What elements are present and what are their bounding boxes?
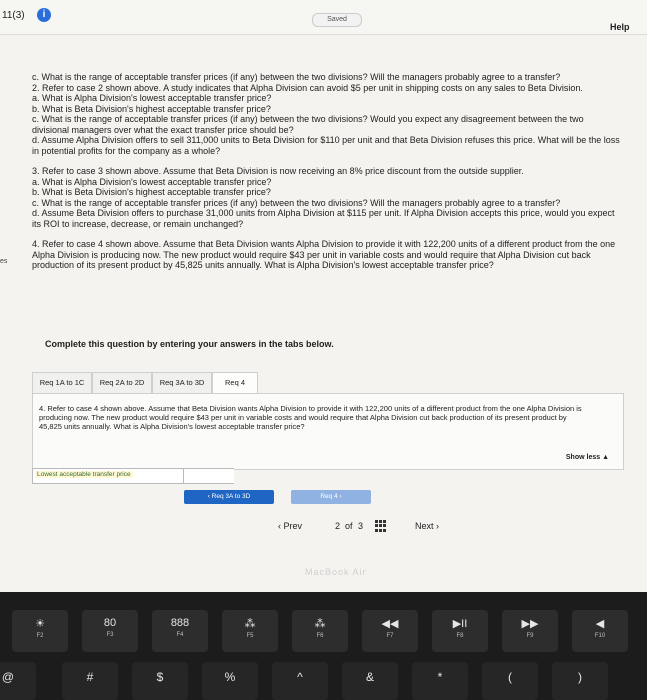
play-pause-key: ▶II F8 xyxy=(432,610,488,652)
prev-page-button[interactable]: ‹ Prev xyxy=(278,521,303,531)
asterisk-key: * xyxy=(412,662,468,700)
case1-c-text: c. What is the range of acceptable transfer prices (if any) between the two divisions? Will the managers probably agree to a transfer? xyxy=(32,72,561,82)
left-paren-key: ( xyxy=(482,662,538,700)
case2-c: c. What is the range of acceptable transfer prices (if any) between the two divisions? Would you expect any disagreement between the two divisional managers over what the exact transfer price should be? xyxy=(32,114,584,135)
tab-panel-req-4 xyxy=(32,393,624,470)
ampersand-key: & xyxy=(342,662,398,700)
case2-b: b. What is Beta Division's highest acceptable transfer price? xyxy=(32,103,271,114)
keyboard-light-up-key: ⁂ F6 xyxy=(292,610,348,652)
top-bar xyxy=(0,0,647,35)
side-edge-text: es xyxy=(0,258,8,265)
keyboard xyxy=(0,592,647,700)
case3-block xyxy=(32,166,622,229)
info-icon[interactable]: i xyxy=(37,8,51,22)
show-less-link[interactable]: Show less ▲ xyxy=(565,454,609,461)
page-current: 2 xyxy=(335,521,341,531)
panel-question-text: 4. Refer to case 4 shown above. Assume that Beta Division wants Alpha Division to provide it with 122,200 units of a different product from the one Alpha Division is producing now. The new product would require $43 per unit in variable costs and would require that Alpha Division cut back production of its present product by 45,825 units annually. What is Alpha Division's lowest acceptable transfer price? xyxy=(39,404,582,431)
tab-req-2a-2d[interactable]: Req 2A to 2D xyxy=(92,372,152,394)
tab-req-1a-1c[interactable]: Req 1A to 1C xyxy=(32,372,92,394)
case3-intro: 3. Refer to case 3 shown above. Assume that Beta Division is now receiving an 8% price discount from the outside supplier. xyxy=(32,166,524,176)
case2-intro: 2. Refer to case 2 shown above. A study indicates that Alpha Division can avoid $5 per unit in shipping costs on any sales to Beta Division. xyxy=(32,82,583,93)
dollar-key: $ xyxy=(132,662,188,700)
brightness-up-key: ☀ F2 xyxy=(12,610,68,652)
question-number: 11(3) xyxy=(2,10,25,21)
mute-key: ◀ F10 xyxy=(572,610,628,652)
grid-icon[interactable] xyxy=(375,520,387,532)
answer-row xyxy=(32,468,234,484)
req-tabs xyxy=(32,372,622,394)
next-page-button[interactable]: Next › xyxy=(415,521,440,531)
question-content xyxy=(32,72,622,271)
instruction-text: Complete this question by entering your answers in the tabs below. xyxy=(45,339,334,349)
fast-forward-key: ▶▶ F9 xyxy=(502,610,558,652)
caret-key: ^ xyxy=(272,662,328,700)
rewind-key: ◀◀ F7 xyxy=(362,610,418,652)
help-link[interactable]: Help xyxy=(610,22,630,32)
at-key: @ xyxy=(0,662,36,700)
keyboard-light-down-key: ⁂ F5 xyxy=(222,610,278,652)
next-req-button[interactable]: Req 4 › xyxy=(291,490,371,504)
launchpad-key: 888 F4 xyxy=(152,610,208,652)
case3-a: a. What is Alpha Division's lowest acceptable transfer price? xyxy=(32,176,272,187)
case3-d: d. Assume Beta Division offers to purchase 31,000 units from Alpha Division at $115 per unit. If Alpha Division accepts this price, would you expect its ROI to increase, decrease, or remain unchanged? xyxy=(32,208,615,229)
bezel-label: MacBook Air xyxy=(305,567,367,577)
lowest-transfer-price-input[interactable] xyxy=(183,469,234,483)
answer-label: Lowest acceptable transfer price xyxy=(37,471,131,478)
pager xyxy=(270,516,470,538)
page-total: 3 xyxy=(358,521,364,531)
case2-d: d. Assume Alpha Division offers to sell 311,000 units to Beta Division for $110 per unit and that Beta Division refuses this price. What will be the loss in potential profits for the company as a whole? xyxy=(32,135,620,156)
prev-req-button[interactable]: ‹ Req 3A to 3D xyxy=(184,490,274,504)
page-of: of xyxy=(345,521,353,531)
case3-b: b. What is Beta Division's highest acceptable transfer price? xyxy=(32,187,271,197)
saved-status-badge: Saved xyxy=(312,13,362,27)
tab-req-3a-3d[interactable]: Req 3A to 3D xyxy=(152,372,212,394)
mission-control-key: 80 F3 xyxy=(82,610,138,652)
hash-key: # xyxy=(62,662,118,700)
case2-block xyxy=(32,83,622,157)
case3-c: c. What is the range of acceptable transfer prices (if any) between the two divisions? Will the managers probably agree to a transfer? xyxy=(32,197,561,208)
case2-a: a. What is Alpha Division's lowest acceptable transfer price? xyxy=(32,93,272,103)
percent-key: % xyxy=(202,662,258,700)
tab-req-4[interactable]: Req 4 xyxy=(212,372,258,394)
case4-text: 4. Refer to case 4 shown above. Assume that Beta Division wants Alpha Division to provide it with 122,200 units of a different product from the one Alpha Division is producing now. The new product would require $43 per unit in variable costs and would require that Alpha Division cut back production of its present product by 45,825 units annually. What is Alpha Division's lowest acceptable transfer price? xyxy=(32,239,616,270)
right-paren-key: ) xyxy=(552,662,608,700)
